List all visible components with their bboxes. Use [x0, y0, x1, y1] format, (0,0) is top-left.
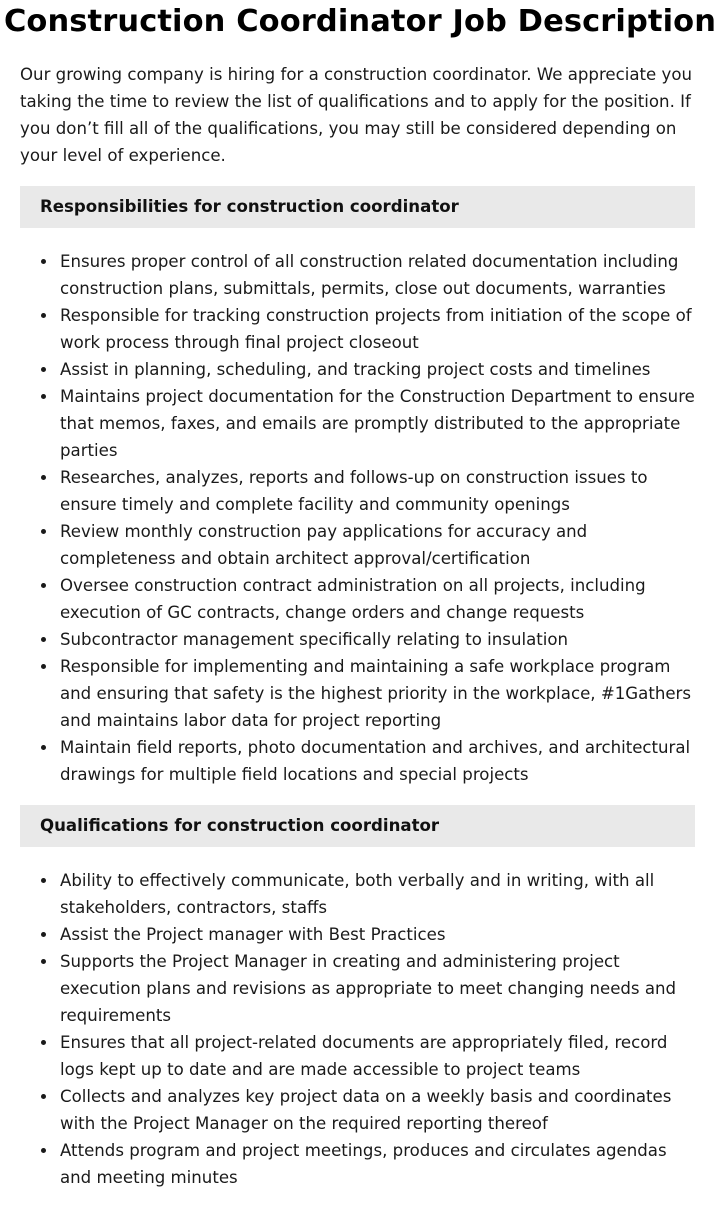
list-item: Attends program and project meetings, produces and circulates agendas and meeting minutes [60, 1137, 695, 1191]
list-item: Assist the Project manager with Best Practices [60, 921, 695, 948]
list-item: Review monthly construction pay applications for accuracy and completeness and obtain architect approval/certification [60, 518, 695, 572]
list-item: Maintains project documentation for the Construction Department to ensure that memos, faxes, and emails are promptly distributed to the appropriate parties [60, 383, 695, 464]
list-item: Ensures proper control of all construction related documentation including construction plans, submittals, permits, close out documents, warranties [60, 248, 695, 302]
responsibilities-heading: Responsibilities for construction coordinator [20, 186, 695, 228]
list-item: Oversee construction contract administration on all projects, including execution of GC contracts, change orders and change requests [60, 572, 695, 626]
list-item: Collects and analyzes key project data on a weekly basis and coordinates with the Project Manager on the required reporting thereof [60, 1083, 695, 1137]
list-item: Researches, analyzes, reports and follows-up on construction issues to ensure timely and complete facility and community openings [60, 464, 695, 518]
list-item: Responsible for implementing and maintaining a safe workplace program and ensuring that safety is the highest priority in the workplace, #1Gathers and maintains labor data for project reporting [60, 653, 695, 734]
list-item: Supports the Project Manager in creating and administering project execution plans and revisions as appropriate to meet changing needs and requirements [60, 948, 695, 1029]
page-title: Construction Coordinator Job Description [3, 4, 717, 39]
list-item: Responsible for tracking construction projects from initiation of the scope of work process through final project closeout [60, 302, 695, 356]
qualifications-list [20, 867, 695, 1191]
intro-paragraph: Our growing company is hiring for a construction coordinator. We appreciate you taking the time to review the list of qualifications and to apply for the position. If you don’t fill all of the qualifications, you may still be considered depending on your level of experience. [20, 65, 692, 165]
qualifications-heading: Qualifications for construction coordinator [20, 805, 695, 847]
list-item: Assist in planning, scheduling, and tracking project costs and timelines [60, 356, 695, 383]
list-item: Ability to effectively communicate, both verbally and in writing, with all stakeholders, contractors, staffs [60, 867, 695, 921]
list-item: Maintain field reports, photo documentation and archives, and architectural drawings for multiple field locations and special projects [60, 734, 695, 788]
list-item: Subcontractor management specifically relating to insulation [60, 626, 695, 653]
responsibilities-list [20, 248, 695, 788]
list-item: Ensures that all project-related documents are appropriately filed, record logs kept up to date and are made accessible to project teams [60, 1029, 695, 1083]
